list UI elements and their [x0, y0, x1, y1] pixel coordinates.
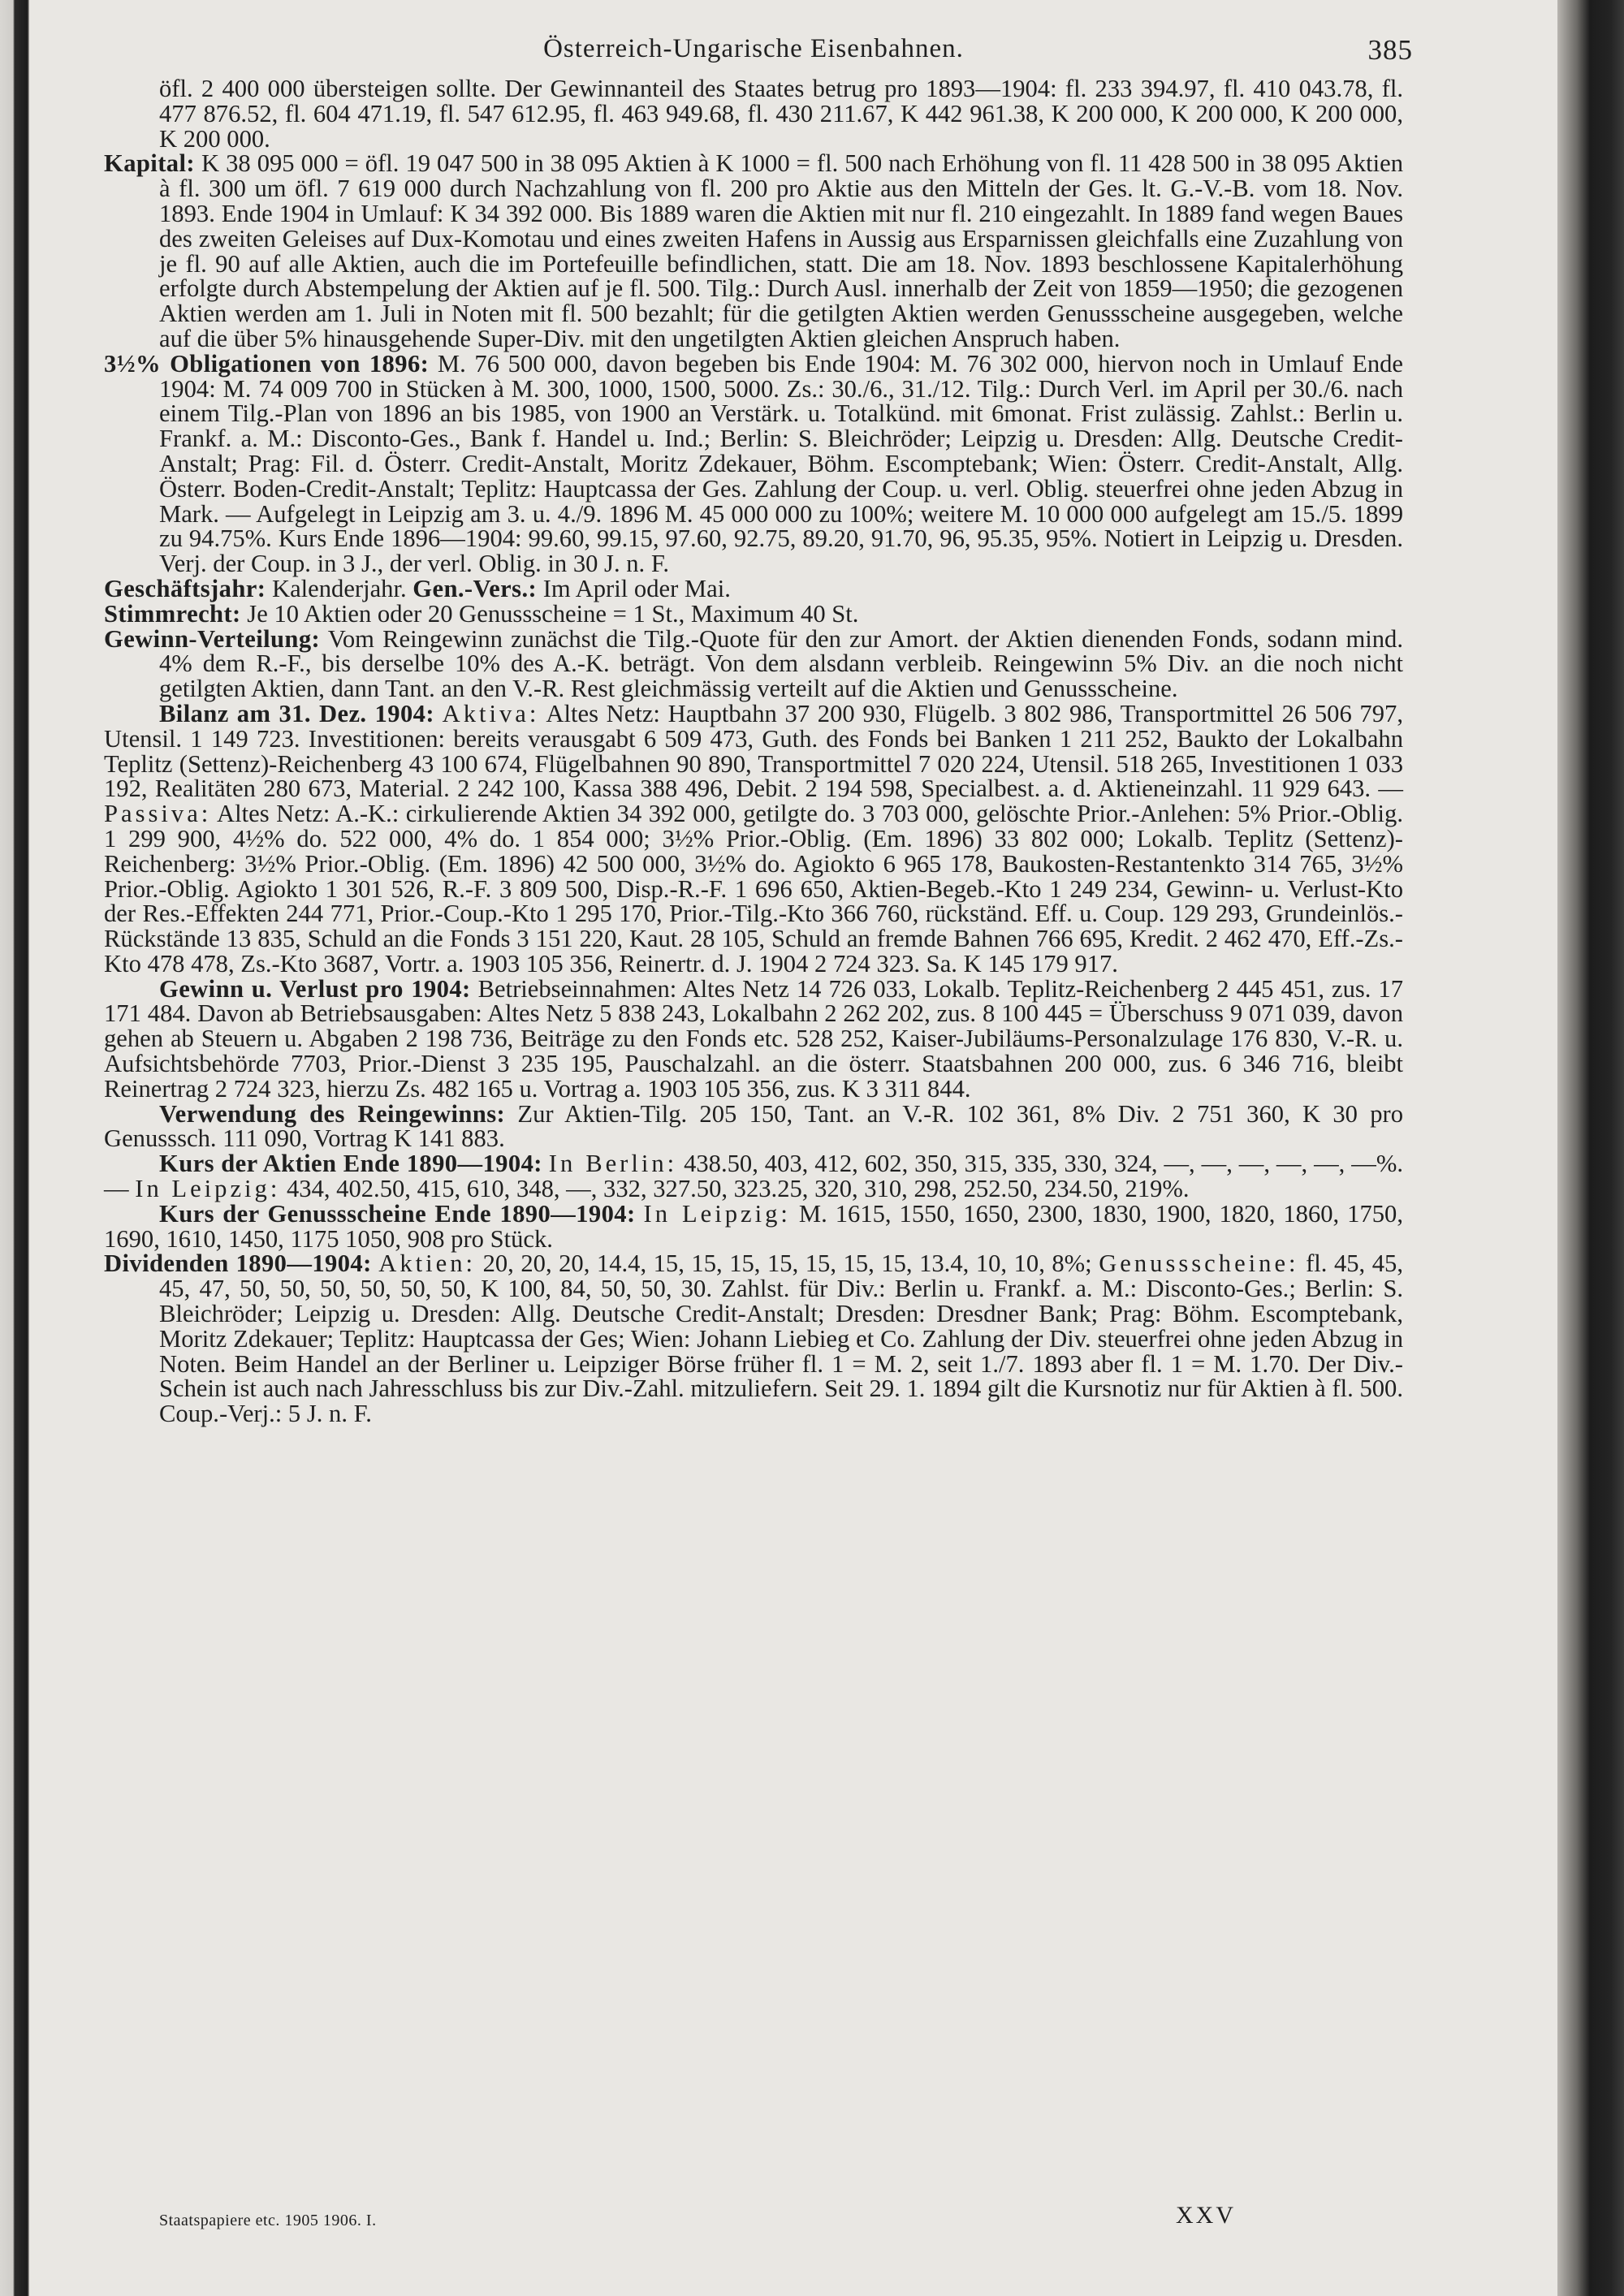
kurs-genussscheine-leipzig: In Leipzig: [643, 1199, 791, 1228]
verwendung-label: Verwendung des Reingewinns: [159, 1099, 506, 1128]
kapital-label: Kapital: [104, 149, 195, 178]
kurs-genussscheine-label: Kurs der Genussscheine Ende 1890—1904: [159, 1199, 636, 1228]
gewinn-verlust-label: Gewinn u. Verlust pro 1904: [159, 974, 471, 1003]
geschaeftsjahr-label: Geschäftsjahr: [104, 574, 266, 602]
dividenden-genuss-text: fl. 45, 45, 45, 47, 50, 50, 50, 50, 50, 50, K 100, 84, 50, 50, 30. Zahlst. für Div.: Berlin u. Frankf. a. M.: Disconto-Ges.; Berlin: S. Bleichröder; Leipzig u. Dresden: Allg. Deutsche Credit-Anstalt; Dresden: Dresdner Bank; Prag: Böhm. Escomptebank, Moritz Zdekauer; Teplitz: Hauptcassa der Ges; Wien: Johann Liebieg et Co. Zahlung der Div. steuerfrei ohne jeden Abzug in Noten. Beim Handel an der Berliner u. Leipziger Börse früher fl. 1 = M. 2, seit 1./7. 1893 aber fl. 1 = M. 1.70. Der Div.-Schein ist auch nach Jahresschluss bis zur Div.-Zahl. mitzuliefern. Seit 29. 1. 1894 gilt die Kursnotiz nur für Aktien à fl. 500. Coup.-Verj.: 5 J. n. F. [159, 1249, 1403, 1428]
dividenden-aktien-label: Aktien: [378, 1249, 477, 1278]
geschaeftsjahr-text: Kalenderjahr. [266, 574, 413, 602]
footer-source: Staatspapiere etc. 1905 1906. I. [159, 2212, 377, 2229]
entry-obligationen [104, 349, 1403, 578]
kurs-aktien-label: Kurs der Aktien Ende 1890—1904: [159, 1150, 542, 1178]
entry-gewinn-verlust [104, 974, 1403, 1103]
entry-kurs-genussscheine [104, 1199, 1403, 1253]
entry-geschaeftsjahr [104, 576, 1403, 602]
entry-bilanz [104, 701, 1403, 977]
page-number: 385 [1367, 34, 1413, 66]
page-footer [104, 2202, 1403, 2234]
running-title: Österreich-Ungarische Eisenbahnen. [543, 34, 964, 63]
kapital-text: K 38 095 000 = öfl. 19 047 500 in 38 095 Aktien à K 1000 = fl. 500 nach Erhöhung von fl. 11 428 500 in 38 095 Aktien à fl. 300 um öfl. 7 619 000 durch Nachzahlung von fl. 200 pro Aktie aus den Mitteln der Ges. lt. G.-V.-B. vom 18. Nov. 1893. Ende 1904 in Umlauf: K 34 392 000. Bis 1889 waren die Aktien mit nur fl. 210 eingezahlt. In 1889 fand wegen Baues des zweiten Geleises auf Dux-Komotau und eines zweiten Hafens in Aussig aus Ersparnissen gleichfalls eine Zuzahlung von je fl. 90 auf alle Aktien, auch die im Portefeuille befindlichen, statt. Die am 18. Nov. 1893 beschlossene Kapitalerhöhung erfolgte durch Abstempelung der Aktien auf je fl. 500. Tilg.: Durch Ausl. innerhalb der Zeit von 1859—1950; die gezogenen Aktien werden am 1. Juli in Noten mit fl. 500 bezahlt; für die getilgten Aktien werden Genussscheine ausgegeben, welche auf die über 5% hinausgehende Super-Div. mit den ungetilgten Aktien gleichen Anspruch haben. [159, 149, 1403, 352]
obligationen-text: M. 76 500 000, davon begeben bis Ende 1904: M. 76 302 000, hiervon noch in Umlauf Ende 1904: M. 74 009 700 in Stücken à M. 300, 1000, 1500, 5000. Zs.: 30./6., 31./12. Tilg.: Durch Verl. im April per 30./6. nach einem Tilg.-Plan von 1896 an bis 1985, von 1900 an Verstärk. u. Totalkünd. mit 6monat. Frist zulässig. Zahlst.: Berlin u. Frankf. a. M.: Disconto-Ges., Bank f. Handel u. Ind.; Berlin: S. Bleichröder; Leipzig u. Dresden: Allg. Deutsche Credit-Anstalt; Prag: Fil. d. Österr. Credit-Anstalt, Moritz Zdekauer, Böhm. Escomptebank; Wien: Österr. Credit-Anstalt, Allg. Österr. Boden-Credit-Anstalt; Teplitz: Hauptcassa der Ges. Zahlung der Coup. u. verl. Oblig. steuerfrei ohne jeden Abzug in Mark. — Aufgelegt in Leipzig am 3. u. 4./9. 1896 M. 45 000 000 zu 100%; weitere M. 10 000 000 aufgelegt am 15./5. 1899 zu 94.75%. Kurs Ende 1896—1904: 99.60, 99.15, 97.60, 92.75, 89.20, 91.70, 96, 95.35, 95%. Notiert in Leipzig u. Dresden. Verj. der Coup. in 3 J., der verl. Oblig. in 30 J. n. F. [159, 349, 1403, 578]
gewinn-verteilung-text: Vom Reingewinn zunächst die Tilg.-Quote für den zur Amort. der Aktien dienenden Fonds, sodann mind. 4% dem R.-F., bis derselbe 10% des A.-K. beträgt. Von dem alsdann verbleib. Reingewinn 5% Div. an die noch nicht getilgten Aktien, dann Tant. an den V.-R. Rest gleichmässig verteilt auf die Aktien und Genussscheine. [159, 624, 1403, 703]
bilanz-passiva-label: Passiva: [104, 800, 212, 828]
entry-kapital [104, 151, 1403, 351]
stimmrecht-label: Stimmrecht: [104, 599, 241, 628]
gewinn-verteilung-label: Gewinn-Verteilung: [104, 624, 321, 653]
kurs-aktien-leipzig: In Leipzig: [135, 1175, 281, 1203]
kurs-aktien-leipzig-values: 434, 402.50, 415, 610, 348, —, 332, 327.50, 323.25, 320, 310, 298, 252.50, 234.50, 219%. [280, 1175, 1190, 1203]
entry-kurs-aktien [104, 1151, 1403, 1202]
bilanz-label: Bilanz am 31. Dez. 1904: [159, 699, 434, 727]
entry-stimmrecht [104, 599, 1403, 628]
kurs-aktien-berlin: In Berlin: [548, 1150, 678, 1178]
entry-gewinn-verteilung [104, 624, 1403, 703]
entry-dividenden [104, 1251, 1403, 1426]
dividenden-genuss-label: Genussscheine: [1099, 1249, 1299, 1278]
bilanz-passiva-text: Altes Netz: A.-K.: cirkulierende Aktien 34 392 000, getilgte do. 3 703 000, gelöschte Prior.-Anlehen: 5% Prior.-Oblig. 1 299 900, 4½% do. 522 000, 4% do. 1 854 000; 3½% Prior.-Oblig. (Em. 1896) 33 802 000; Lokalb. Teplitz (Settenz)-Reichenberg: 3½% Prior.-Oblig. (Em. 1896) 42 500 000, 3½% do. Agiokto 6 965 178, Baukosten-Restantenkto 314 765, 3½% Prior.-Oblig. Agiokto 1 301 526, R.-F. 3 809 500, Disp.-R.-F. 1 696 650, Aktien-Begeb.-Kto 1 249 234, Gewinn- u. Verlust-Kto der Res.-Effekten 244 771, Prior.-Coup.-Kto 1 295 170, Prior.-Tilg.-Kto 366 760, rückständ. Eff. u. Coup. 129 293, Grundeinlös.-Rückstände 13 835, Schuld an die Fonds 3 151 220, Kaut. 28 105, Schuld an fremde Bahnen 766 695, Kredit. 2 462 470, Eff.-Zs.-Kto 478 478, Zs.-Kto 3687, Vortr. a. 1903 105 356, Reinertr. d. J. 1904 2 724 323. Sa. K 145 179 917. [104, 800, 1403, 978]
scan-left-edge [0, 0, 29, 2296]
scan-right-edge [1557, 0, 1624, 2296]
page-header [104, 26, 1413, 76]
dividenden-label: Dividenden 1890—1904: [104, 1249, 372, 1278]
signature-mark: XXV [1176, 2202, 1236, 2229]
stimmrecht-text: Je 10 Aktien oder 20 Genussscheine = 1 St., Maximum 40 St. [240, 599, 859, 628]
dividenden-aktien-values: 20, 20, 20, 14.4, 15, 15, 15, 15, 15, 15, 15, 13.4, 10, 10, 8%; [476, 1249, 1099, 1278]
page-content [104, 76, 1403, 1426]
kurs-aktien-berlin-values: 438.50, 403, 412, 602, 350, 315, 335, 330, 324, —, —, —, —, —, —%. — [104, 1150, 1403, 1203]
kurs-genussscheine-values: M. 1615, 1550, 1650, 2300, 1830, 1900, 1820, 1860, 1750, 1690, 1610, 1450, 1175 1050, 908 pro Stück. [104, 1199, 1403, 1253]
gewinn-verlust-text: Betriebseinnahmen: Altes Netz 14 726 033, Lokalb. Teplitz-Reichenberg 2 445 451, zus. 17 171 484. Davon ab Betriebsausgaben: Altes Netz 5 838 243, Lokalbahn 2 262 202, zus. 8 100 445 = Überschuss 9 071 039, davon gehen ab Steuern u. Abgaben 2 198 736, Beiträge zu den Fonds etc. 528 252, Kaiser-Jubiläums-Personalzulage 176 830, V.-R. u. Aufsichtsbehörde 7703, Prior.-Dienst 3 235 195, Pauschalzahl. an die österr. Staatsbahnen 200 000, zus. 6 346 716, bleibt Reinertrag 2 724 323, hierzu Zs. 482 165 u. Vortrag a. 1903 105 356, zus. K 3 311 844. [104, 974, 1403, 1103]
gen-vers-label: Gen.-Vers.: [412, 574, 538, 602]
bilanz-aktiva-text: Altes Netz: Hauptbahn 37 200 930, Flügelb. 3 802 986, Transportmittel 26 506 797, Utensil. 1 149 723. Investitionen: bereits verausgabt 6 509 473, Guth. des Fonds bei Banken 1 211 252, Baukto der Lokalbahn Teplitz (Settenz)-Reichenberg 43 100 674, Flügelbahnen 90 890, Transportmittel 7 020 224, Utensil. 518 265, Investitionen 1 033 192, Realitäten 280 673, Material. 2 242 100, Kassa 388 496, Debit. 2 194 598, Specialbest. a. d. Aktieneinzahl. 11 929 643. — [104, 699, 1403, 803]
obligationen-label: 3½% Obligationen von 1896: [104, 349, 430, 378]
paragraph-continuation: öfl. 2 400 000 übersteigen sollte. Der Gewinnanteil des Staates betrug pro 1893—1904: fl. 233 394.97, fl. 410 043.78, fl. 477 876.52, fl. 604 471.19, fl. 547 612.95, fl. 463 949.68, fl. 430 211.67, K 442 961.38, K 200 000, K 200 000, K 200 000, K 200 000. [159, 75, 1403, 153]
gen-vers-text: Im April oder Mai. [537, 574, 731, 602]
document-page [104, 26, 1413, 2275]
verwendung-text: Zur Aktien-Tilg. 205 150, Tant. an V.-R. 102 361, 8% Div. 2 751 360, K 30 pro Genusssch. 111 090, Vortrag K 141 883. [104, 1099, 1404, 1153]
bilanz-aktiva-label: Aktiva: [442, 699, 540, 727]
entry-verwendung [104, 1099, 1404, 1153]
